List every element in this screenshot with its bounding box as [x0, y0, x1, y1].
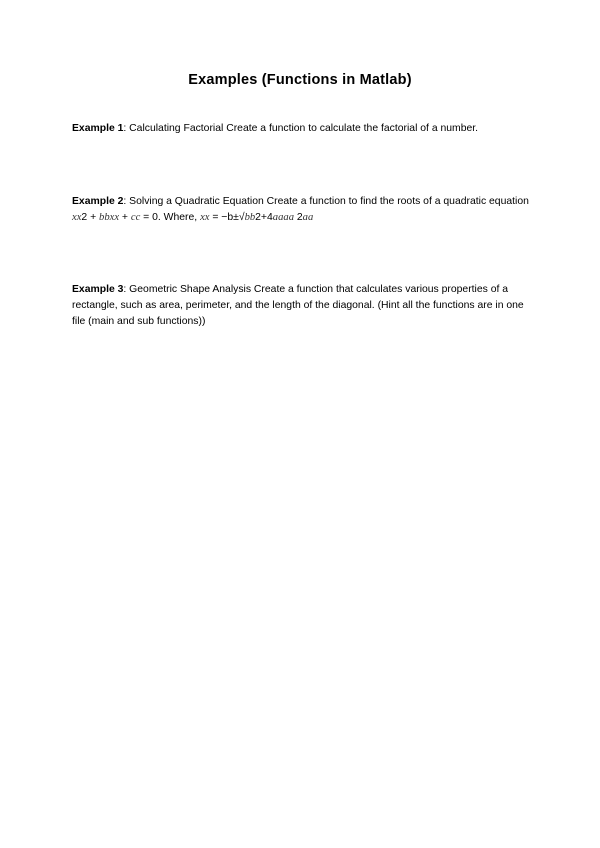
example-2-math-c: cc	[130, 212, 141, 223]
example-2-text-e: = −b±√	[209, 212, 245, 223]
example-2-text-b: 2 +	[81, 212, 100, 223]
example-2-math-g: aa	[302, 212, 314, 223]
example-2-label: Example 2	[72, 196, 124, 207]
example-2-text-g: 2	[293, 212, 303, 223]
example-2-math-e: bb	[244, 212, 256, 223]
example-1-paragraph	[72, 121, 532, 137]
example-2-text-c: +	[119, 212, 131, 223]
example-1-label: Example 1	[72, 123, 124, 134]
example-2-math-a: xx	[72, 212, 82, 223]
example-1-text: : Calculating Factorial Create a function to calculate the factorial of a number.	[123, 123, 479, 134]
example-2-math-f: aaaa	[272, 212, 294, 223]
example-2-text-a: : Solving a Quadratic Equation Create a function to find the roots of a quadratic equation	[123, 196, 529, 207]
example-2-paragraph	[72, 194, 532, 226]
example-3-paragraph	[72, 282, 532, 330]
example-3-label: Example 3	[72, 284, 124, 295]
page-title: Examples (Functions in Matlab)	[188, 72, 412, 88]
example-2-text-f: 2+4	[255, 212, 273, 223]
example-2-math-d: xx	[200, 212, 210, 223]
example-3-text: : Geometric Shape Analysis Create a function that calculates various properties of a rectangle, such as area, perimeter, and the length of the diagonal. (Hint all the functions are in one file (main and sub functions))	[72, 284, 524, 327]
example-2-math-b: bbxx	[99, 212, 120, 223]
example-2-text-d: = 0. Where,	[140, 212, 201, 223]
